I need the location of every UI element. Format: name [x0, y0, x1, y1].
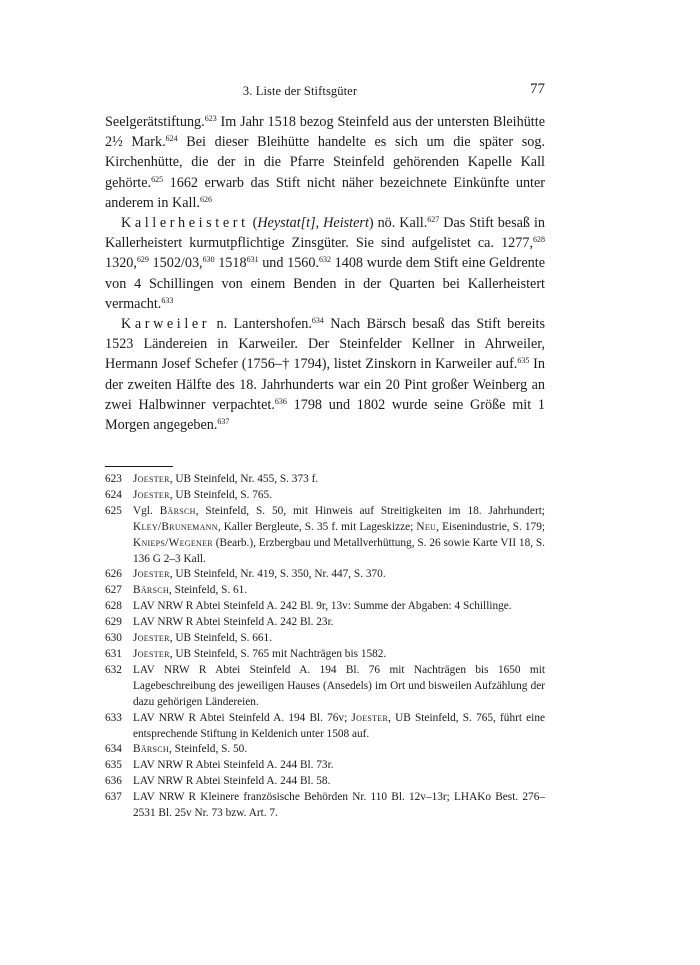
paragraph-kall: Seelgerätstiftung.$^{623}$ Im Jahr 1518 bezog Steinfeld aus der untersten Bleihütte 2½ Mark.$^{624}$ Bei dieser Bleihütte handelte es sich um die später sog. Kirchenhütte, die der in die Pfarre Steinfeld gehörenden Kapelle Kall gehörte.$^{625}$ 1662 erwarb das Stift nicht näher bezeichnete Einkünfte unter anderem in Kall.$^{626}$ — [105, 114, 545, 211]
footnote-ref: 634 — [311, 316, 324, 326]
footnote — [105, 711, 545, 743]
footnote — [105, 663, 545, 711]
footnote-number: 627 — [105, 584, 122, 597]
author-name: Joester — [133, 632, 170, 645]
footnote-text: , UB Steinfeld, S. 661. — [169, 632, 273, 645]
footnote-ref: 637 — [217, 417, 230, 427]
footnote-text: , Steinfeld, S. 61. — [169, 584, 248, 597]
footnote-text: LAV NRW R Abtei Steinfeld A. 194 Bl. 76 mit Nachträgen bis 1650 mit Lagebeschreibung des jeweiligen Hauses (Ansedels) im Ort und bisweilen Aufzählung der dazu gehörigen Ländereien. — [133, 663, 545, 708]
page-number: 77 — [530, 81, 545, 97]
place-name: Karweiler — [121, 316, 211, 333]
main-text — [105, 112, 545, 435]
footnote-text: LAV NRW R Kleinere französische Behörden Nr. 110 Bl. 12v–13r; LHAKo Best. 276–2531 Bl. 25v Nr. 73 bzw. Art. 7. — [133, 791, 545, 820]
footnote — [105, 790, 545, 822]
footnote-text: , UB Steinfeld, Nr. 455, S. 373 f. — [169, 473, 319, 485]
footnote-text: , UB Steinfeld, S. 765. — [169, 488, 273, 501]
footnote-ref: 629 — [136, 255, 149, 265]
footnote-number: 629 — [105, 616, 122, 629]
author-name: Bärsch — [159, 504, 196, 517]
footnote — [105, 567, 545, 583]
footnote-number: 626 — [105, 568, 122, 581]
footnote-text: LAV NRW R Abtei Steinfeld A. 242 Bl. 9r, 13v: Summe der Abgaben: 4 Schillinge. — [133, 600, 512, 613]
footnote-number: 633 — [105, 711, 122, 724]
footnote-text: , Eisenindustrie, S. 179; — [436, 520, 545, 533]
footnote-text: Vgl. — [133, 504, 160, 517]
footnote-number: 625 — [105, 504, 122, 517]
footnote-number: 628 — [105, 600, 122, 613]
footnote-ref: 625 — [151, 174, 164, 184]
author-name: Bärsch — [133, 743, 170, 756]
footnote — [105, 599, 545, 615]
footnote-number: 637 — [105, 791, 122, 804]
footnote-text: , Steinfeld, S. 50. — [169, 743, 248, 756]
running-title: 3. Liste der Stiftsgüter — [242, 84, 358, 98]
paragraph-kallerheistert: Kallerheistert (Heystat[t], Heistert) nö. Kall.$^{627}$ Das Stift besaß in Kallerheistert kurmutpflichtige Zinsgüter. Sie sind aufgelistet ca. 1277,$^{628}$ 1320,$^{629}$ 1502/03,$^{630}$ 1518$^{631}$ und 1560.$^{632}$ 1408 wurde dem Stift eine Geldrente von 4 Schillingen von einem Benden in der Quarten bei Kallerheistert vermacht.$^{633}$ — [105, 215, 546, 312]
page-header — [105, 81, 545, 103]
footnote-text: LAV NRW R Abtei Steinfeld A. 194 Bl. 76v; — [133, 711, 352, 724]
place-name: Kallerheistert — [121, 215, 249, 232]
footnote-number: 635 — [105, 759, 122, 772]
author-name: Knieps/Wegener — [133, 536, 213, 549]
footnote-ref: 635 — [517, 356, 530, 366]
footnote-number: 623 — [105, 473, 122, 485]
author-name: Joester — [133, 473, 170, 485]
footnote-text: , UB Steinfeld, S. 765 mit Nachträgen bis 1582. — [169, 647, 387, 660]
footnote — [105, 742, 545, 758]
footnote-text: LAV NRW R Abtei Steinfeld A. 244 Bl. 58. — [133, 775, 331, 788]
footnote-ref: 624 — [165, 134, 178, 144]
author-name: Joester — [133, 488, 170, 501]
footnote-ref: 631 — [246, 255, 259, 265]
paragraph-karweiler: Karweiler n. Lantershofen.$^{634}$ Nach Bärsch besaß das Stift bereits 1523 Ländereien in Karweiler. Der Steinfelder Kellner in Ahrweiler, Hermann Josef Schefer (1756–† 1794), listet Zinskorn in Karweiler auf.$^{635}$ In der zweiten Hälfte des 18. Jahrhunderts war ein 20 Pint großer Weinberg an zwei Halbwinner verpachtet.$^{636}$ 1798 und 1802 wurde seine Größe mit 1 Morgen angegeben.$^{637}$ — [105, 316, 545, 434]
footnote-number: 624 — [105, 488, 122, 501]
footnote — [105, 504, 545, 568]
author-name: Joester — [133, 568, 170, 581]
author-name: Joester — [133, 647, 170, 660]
footnote-number: 630 — [105, 632, 122, 645]
footnote — [105, 583, 545, 599]
footnote-ref: 636 — [274, 396, 287, 406]
footnote — [105, 631, 545, 647]
footnote-text: , Kaller Bergleute, S. 35 f. mit Lageskizze; — [217, 520, 417, 533]
footnote-text: LAV NRW R Abtei Steinfeld A. 242 Bl. 23r. — [133, 616, 334, 629]
footnote-ref: 633 — [161, 295, 174, 305]
author-name: Neu — [416, 520, 437, 533]
footnote-text: LAV NRW R Abtei Steinfeld A. 244 Bl. 73r. — [133, 759, 334, 772]
author-name: Bärsch — [133, 584, 170, 597]
footnote — [105, 488, 545, 504]
footnote-ref: 623 — [204, 114, 217, 123]
author-name: Joester — [351, 711, 389, 724]
footnote-ref: 626 — [199, 194, 212, 204]
footnote-separator — [105, 466, 173, 467]
footnote — [105, 615, 545, 631]
footnote-text: , Steinfeld, S. 50, mit Hinweis auf Streitigkeiten im 18. Jahrhundert; — [195, 504, 545, 517]
footnote-text: , UB Steinfeld, S. 765, führt eine entsprechende Stiftung in Keldenich unter 1508 auf. — [133, 711, 545, 740]
footnote — [105, 472, 545, 488]
footnote-text: , UB Steinfeld, Nr. 419, S. 350, Nr. 447, S. 370. — [169, 568, 386, 581]
footnote-ref: 627 — [427, 215, 440, 225]
footnote-ref: 630 — [202, 255, 215, 265]
footnote — [105, 758, 545, 774]
footnote-number: 632 — [105, 663, 122, 676]
footnote — [105, 647, 545, 663]
footnote-text: (Bearb.), Erzbergbau und Metallverhüttung, S. 26 sowie Karte VII 18, S. 136 G 2–3 Kall. — [133, 536, 545, 565]
footnote — [105, 774, 545, 790]
footnote-ref: 628 — [533, 235, 545, 245]
footnote-ref: 632 — [319, 255, 332, 265]
footnotes — [105, 472, 545, 822]
footnote-number: 634 — [105, 743, 122, 756]
footnote-number: 636 — [105, 775, 122, 788]
footnote-number: 631 — [105, 647, 122, 660]
author-name: Kley/Brunemann — [133, 520, 218, 533]
